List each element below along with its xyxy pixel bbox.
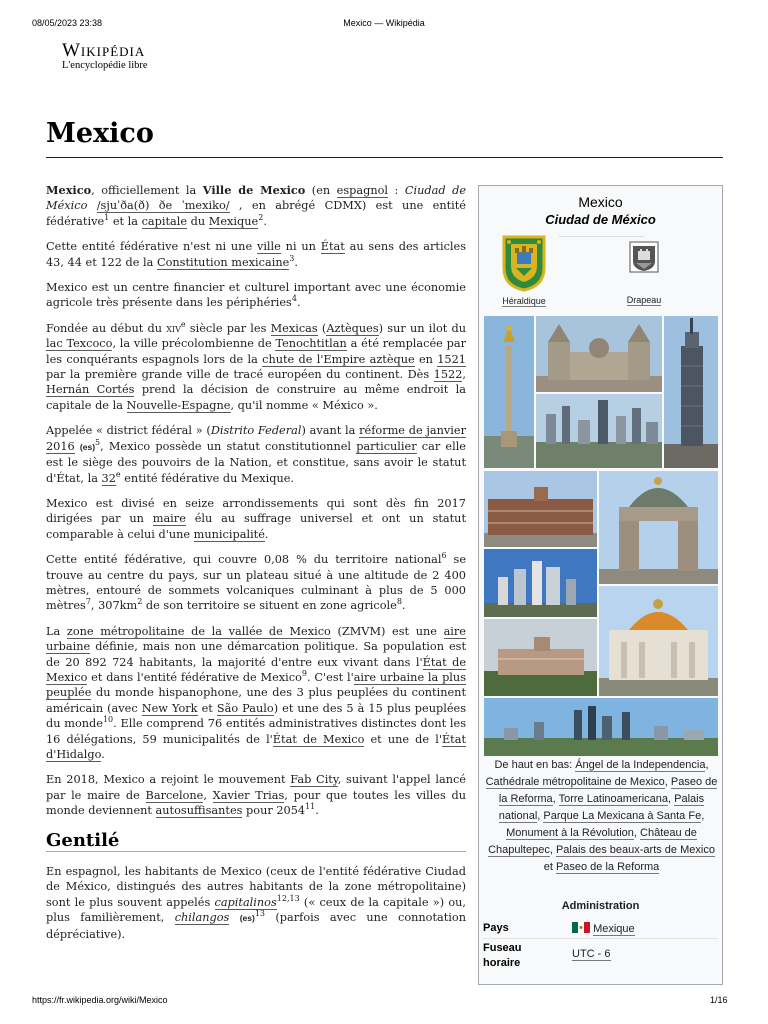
link[interactable]: aire urbaine <box>46 624 466 654</box>
link[interactable]: Nouvelle-Espagne <box>126 398 231 412</box>
paseo-reforma-skyline-photo <box>484 698 718 756</box>
chateau-chapultepec-photo <box>484 619 597 696</box>
coat-of-arms-icon <box>501 234 547 292</box>
caption-link[interactable]: Cathédrale métropolitaine de Mexico <box>485 776 665 788</box>
link[interactable]: Barcelone <box>145 788 204 802</box>
infobox-divider <box>559 236 644 237</box>
ref-link[interactable]: 8 <box>396 597 402 607</box>
infobox-native-name: Ciudad de México <box>545 212 656 227</box>
santa-fe-photo <box>484 549 597 617</box>
paragraph: Mexico est un centre financier et culturel important avec une économie agricole très présente dans les périphéries$^4$. <box>46 281 466 310</box>
print-page-number: 1/16 <box>710 995 728 1005</box>
caption-link[interactable]: Ángel de la Independencia <box>575 759 706 771</box>
lang-indicator: (es) <box>239 913 255 924</box>
flag-emblem-icon <box>629 241 659 287</box>
flag-label[interactable]: Drapeau <box>626 295 662 305</box>
print-url: https://fr.wikipedia.org/wiki/Mexico <box>32 995 168 1005</box>
link[interactable]: 32 <box>101 471 116 485</box>
ref-link[interactable]: 1 <box>104 213 110 223</box>
link[interactable]: zone métropolitaine de la vallée de Mexico <box>66 624 331 638</box>
term-bold: Ville de Mexico <box>202 183 306 197</box>
timezone-value[interactable]: UTC - 6 <box>572 948 611 960</box>
term-bold: Mexico <box>46 183 92 197</box>
page-title: Mexico <box>46 118 154 149</box>
paragraph: La zone métropolitaine de la vallée de Mexico (ZMVM) est une aire urbaine définie, mais non une démarcation politique. Sa population est de 20 892 724 habitants, la majorité d'entre eux vivant dans l'État de Mexico et dans l'entité fédérative de Mexico$^9$. C'est l'aire urbaine la plus peuplée du monde hispanophone, une des 3 plus peuplées du continent américain (avec New York et São Paulo) et une des 5 à 15 plus peuplées du monde$^{10}$. Elle comprend 76 entités administratives distinctes dont les 16 délégations, 59 municipalités de l'État de Mexico et une de l'État d'Hidalgo. <box>46 624 467 761</box>
ref-link[interactable]: 4 <box>291 294 297 304</box>
link[interactable]: chilangos <box>174 911 230 925</box>
heraldry-block[interactable] <box>489 234 559 306</box>
ref-link[interactable]: 12,13 <box>276 894 300 904</box>
caption-link[interactable]: Château de Chapultepec <box>488 827 697 856</box>
title-divider <box>46 157 723 158</box>
link[interactable]: Mexique <box>208 214 259 228</box>
link[interactable]: Aztèques <box>326 321 379 335</box>
logo-wordmark: Wikipédia <box>62 40 146 61</box>
link[interactable]: aire urbaine la plus peuplée <box>46 670 466 700</box>
link[interactable]: Constitution mexicaine <box>156 255 290 269</box>
caption-link[interactable]: Parque La Mexicana à Santa Fe <box>543 810 702 822</box>
link[interactable]: État <box>320 240 345 254</box>
monument-revolution-photo <box>599 471 718 584</box>
montage-caption: De haut en bas: Ángel de la Independencia, Cathédrale métropolitaine de Mexico, Paseo de la Reforma, Torre Latinoamericana, Palais national, Parque La Mexicana à Santa Fe, Monument à la Révolution, Château de Chapultepec, Palais des beaux-arts de Mexico et Paseo de la Reforma <box>485 759 718 873</box>
paragraph: Appelée « district fédéral » (Distrito Federal) avant la réforme de janvier 2016 (es)$^5$, Mexico possède un statut constitutionnel particulier car elle est le siège des pouvoirs de la Nation, et constitue, sans avoir le statut d'État, la 32e entité fédérative du Mexique. <box>46 424 466 485</box>
ref-link[interactable]: 6 <box>441 551 447 561</box>
heraldry-label[interactable]: Héraldique <box>502 296 546 306</box>
link[interactable]: Hernán Cortés <box>46 383 135 397</box>
ref-link[interactable]: 11 <box>305 802 316 812</box>
mexico-flag-icon <box>572 922 590 933</box>
link[interactable]: 1522 <box>433 368 463 382</box>
link[interactable]: Fab City <box>290 773 338 787</box>
ref-link[interactable]: 7 <box>85 597 91 607</box>
ref-link[interactable]: 10 <box>102 715 114 725</box>
palais-beaux-arts-photo <box>599 586 718 696</box>
paragraph: En 2018, Mexico a rejoint le mouvement Fab City, suivant l'appel lancé par le maire de Barcelone, Xavier Trias, pour que toutes les villes du monde deviennent autosuffisantes pour 2054$^{11}$. <box>46 773 466 818</box>
cathedral-photo <box>536 316 662 392</box>
lang-indicator: (es) <box>79 441 96 452</box>
flag-block[interactable] <box>609 241 679 305</box>
country-link[interactable]: Mexique <box>593 923 635 935</box>
link[interactable]: espagnol <box>336 184 389 197</box>
paragraph: Cette entité fédérative, qui couvre 0,08 % du territoire national$^6$ se trouve au centre du pays, sur un plateau situé à une altitude de 2 400 mètres, entouré de sommets volcaniques culminant à plus de 5 000 mètres$^7$, $307km^2$ de son territoire se situent en zone agricole$^8$. <box>46 551 467 613</box>
paragraph-intro: Mexico, officiellement la Ville de Mexico (en espagnol : Ciudad de México /sjuˈða(ð) ðe ˈmexiko/ , en abrégé CDMX) est une entité fédérative$^1$ et la capitale du Mexique$^2$. <box>46 183 467 228</box>
link[interactable]: État d'Hidalgo <box>46 732 466 761</box>
admin-header: Administration <box>561 900 640 912</box>
palais-national-photo <box>484 471 597 547</box>
country-label: Pays <box>483 922 509 934</box>
pronunciation-link[interactable]: /sjuˈða(ð) ðe ˈmexiko/ <box>96 199 230 213</box>
article-content <box>46 183 466 952</box>
link[interactable]: capitale <box>141 214 188 228</box>
ref-link[interactable]: 13 <box>254 909 266 919</box>
caption-link[interactable]: Torre Latinoamericana <box>558 793 669 805</box>
paragraph: Cette entité fédérative n'est ni une ville ni un État au sens des articles 43, 44 et 122 de la Constitution mexicaine$^3$. <box>46 240 466 269</box>
timezone-label: Fuseau horaire <box>483 942 522 969</box>
link[interactable]: État de Mexico <box>272 732 365 746</box>
link[interactable]: 1521 <box>437 352 466 366</box>
link[interactable]: autosuffisantes <box>155 804 243 818</box>
link[interactable]: lac Texcoco <box>46 337 113 351</box>
ref-link[interactable]: 3 <box>289 253 295 263</box>
caption-link[interactable]: Paseo de la Reforma <box>498 776 718 805</box>
infobox <box>478 185 723 985</box>
link[interactable]: État de Mexico <box>46 655 467 684</box>
paseo-reforma-photo <box>536 394 662 468</box>
ref-link[interactable]: 9 <box>301 669 307 679</box>
infobox-title: Mexico <box>578 194 623 210</box>
row-divider <box>483 938 718 939</box>
caption-link[interactable]: Monument à la Révolution <box>506 827 634 839</box>
caption-link[interactable]: Palais des beaux-arts de Mexico <box>555 844 715 856</box>
link[interactable]: municipalité <box>193 527 265 541</box>
print-datetime: 08/05/2023 23:38 <box>32 18 103 28</box>
paragraph: En espagnol, les habitants de Mexico (ceux de l'entité fédérative Ciudad de México, distingués des autres habitants de la zone métropolitaine) sont le plus souvent appelés capitalinos$^{12,13}$ (« ceux de la capitale ») ou, plus familièrement, chilangos (es)$^{13}$ (parfois avec une connotation dépréciative). <box>46 865 466 941</box>
ref-link[interactable]: 2 <box>258 213 264 223</box>
link[interactable]: capitalinos <box>214 895 277 909</box>
link[interactable]: chute de l'Empire aztèque <box>262 352 415 366</box>
link[interactable]: maire <box>152 512 186 526</box>
link[interactable]: réforme de janvier 2016 <box>46 424 466 453</box>
angel-independence-photo <box>484 316 534 468</box>
link[interactable]: ville <box>256 240 281 254</box>
torre-latinoamericana-photo <box>664 316 718 468</box>
ref-link[interactable]: 5 <box>95 437 101 447</box>
link[interactable]: Tenochtitlan <box>275 337 347 351</box>
wikipedia-logo[interactable] <box>62 40 148 71</box>
caption-link[interactable]: Palais national <box>498 793 705 822</box>
link[interactable]: particulier <box>356 439 417 453</box>
photo-montage[interactable] <box>484 316 718 756</box>
print-doc-title: Mexico — Wikipédia <box>343 18 425 28</box>
paragraph: Mexico est divisé en seize arrondissements qui sont dès fin 2017 dirigées par un maire élu au suffrage universel et ont un statut comparable à celui d'une municipalité. <box>46 496 466 541</box>
paragraph: Fondée au début du xiv$^e$ siècle par les Mexicas (Aztèques) sur un ilot du lac Texcoco, la ville précolombienne de Tenochtitlan a été remplacée par les conquérants espagnols lors de la chute de l'Empire aztèque en 1521 par la première grande ville de tracé européen du continent. Dès 1522, Hernán Cortés prend la décision de construire au même endroit la capitale de la Nouvelle-Espagne, qu'il nomme « México ». <box>46 320 467 412</box>
link[interactable]: Mexicas <box>270 321 318 335</box>
link[interactable]: Xavier Trias <box>212 788 285 802</box>
caption-link[interactable]: Paseo de la Reforma <box>555 861 660 873</box>
logo-tagline: L'encyclopédie libre <box>62 60 148 71</box>
link[interactable]: New York <box>141 701 198 715</box>
link[interactable]: São Paulo <box>216 701 274 715</box>
section-heading-gentile: Gentilé <box>46 833 466 852</box>
country-value[interactable] <box>572 922 635 935</box>
